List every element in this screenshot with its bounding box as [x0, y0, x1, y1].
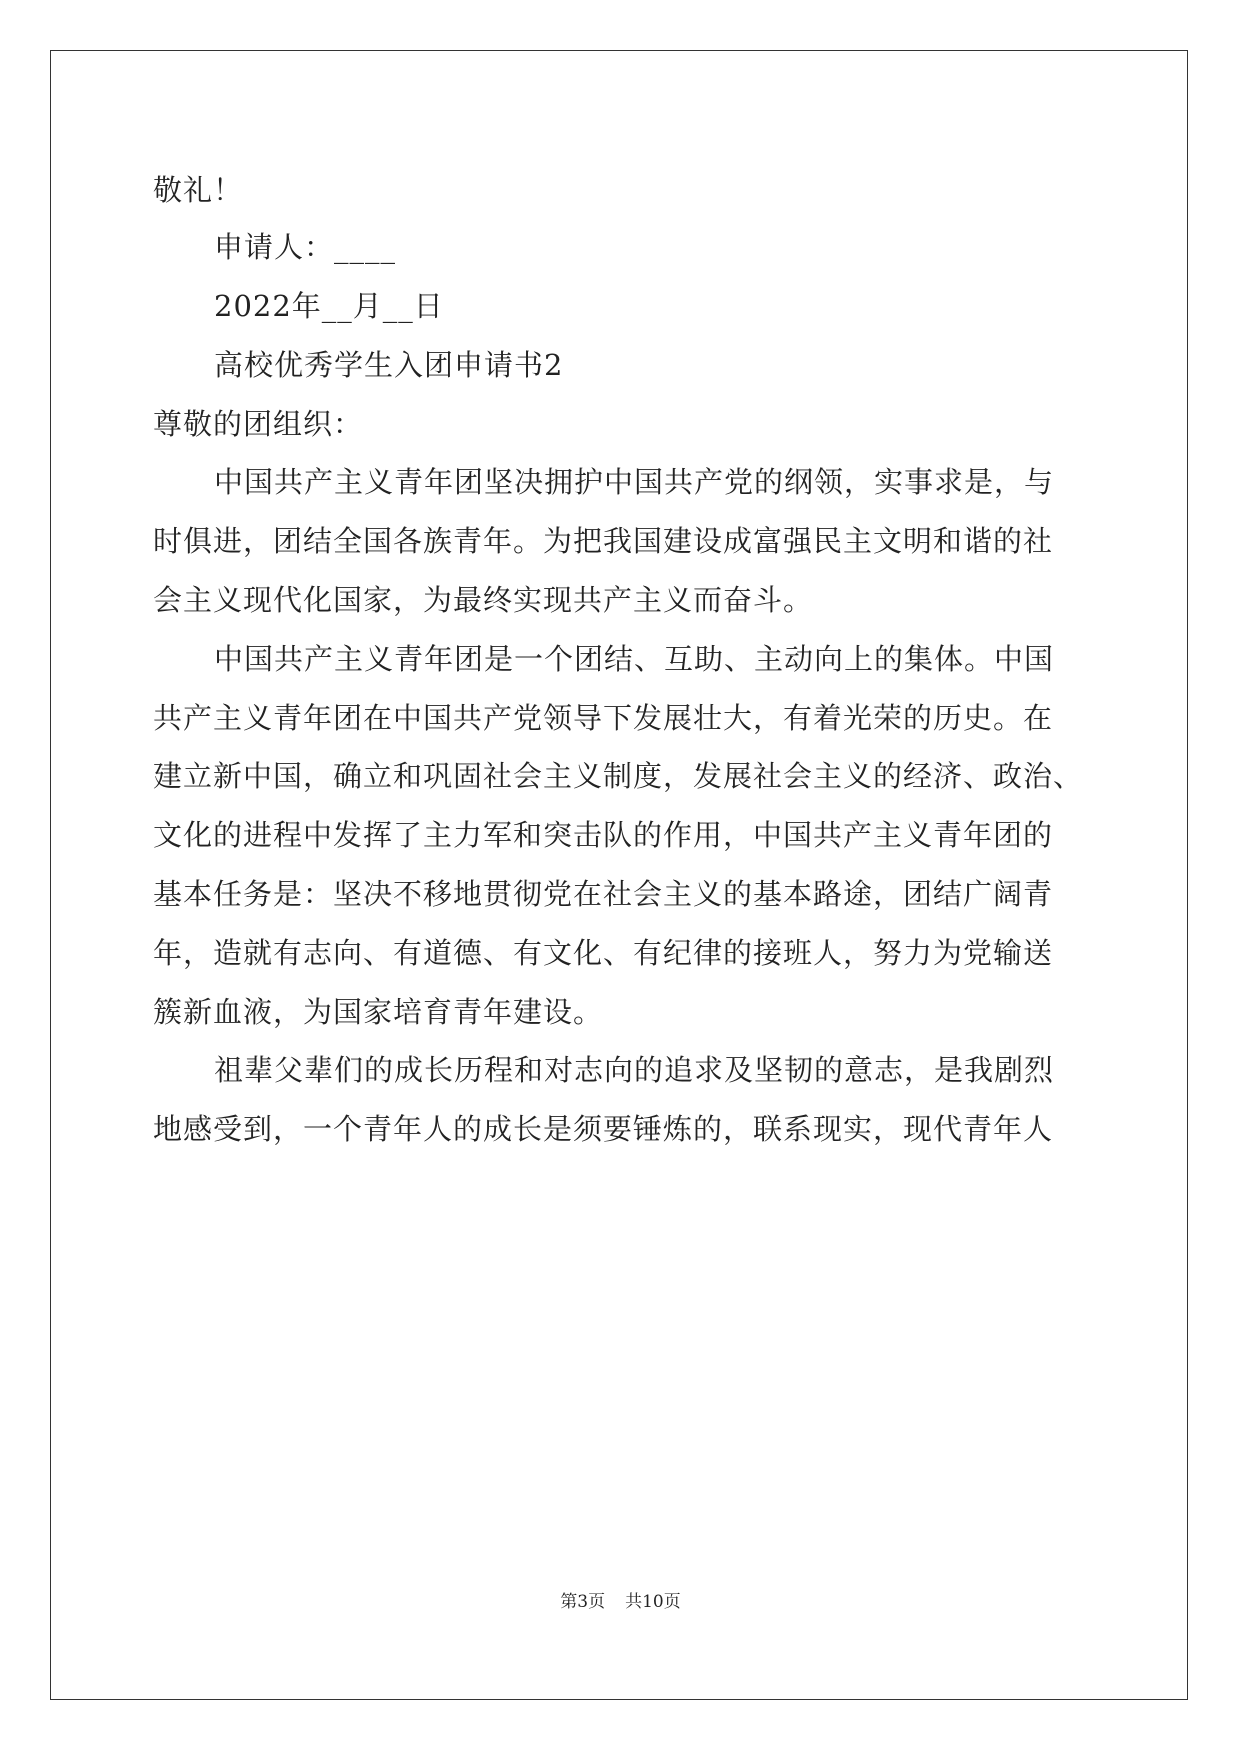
body-line-2: 时俱进，团结全国各族青年。为把我国建设成富强民主文明和谐的社: [153, 524, 1054, 558]
body-line-4: 中国共产主义青年团是一个团结、互助、主动向上的集体。中国: [214, 642, 1055, 676]
applicant-line: 申请人：____: [214, 230, 397, 264]
page-number-total: 共10页: [625, 1592, 681, 1612]
section-title: 高校优秀学生入团申请书2: [214, 348, 564, 382]
page-number-current: 第3页: [560, 1592, 606, 1612]
body-line-11: 祖辈父辈们的成长历程和对志向的追求及坚韧的意志，是我剧烈: [214, 1053, 1055, 1087]
body-line-8: 基本任务是：坚决不移地贯彻党在社会主义的基本路途，团结广阔青: [153, 877, 1054, 911]
body-line-12: 地感受到，一个青年人的成长是须要锤炼的，联系现实，现代青年人: [153, 1112, 1054, 1146]
date-line: 2022年__月__日: [214, 289, 444, 323]
body-line-6: 建立新中国，确立和巩固社会主义制度，发展社会主义的经济、政治、: [153, 759, 1084, 793]
salutation: 尊敬的团组织：: [153, 407, 364, 441]
body-line-9: 年，造就有志向、有道德、有文化、有纪律的接班人，努力为党输送: [153, 936, 1054, 970]
body-line-10: 簇新血液，为国家培育青年建设。: [153, 995, 604, 1029]
page-footer: [0, 1590, 1241, 1614]
body-line-3: 会主义现代化国家，为最终实现共产主义而奋斗。: [153, 583, 814, 617]
body-line-7: 文化的进程中发挥了主力军和突击队的作用，中国共产主义青年团的: [153, 818, 1054, 852]
closing-text: 敬礼！: [153, 173, 244, 207]
body-line-1: 中国共产主义青年团坚决拥护中国共产党的纲领，实事求是，与: [214, 465, 1055, 499]
body-line-5: 共产主义青年团在中国共产党领导下发展壮大，有着光荣的历史。在: [153, 701, 1054, 735]
